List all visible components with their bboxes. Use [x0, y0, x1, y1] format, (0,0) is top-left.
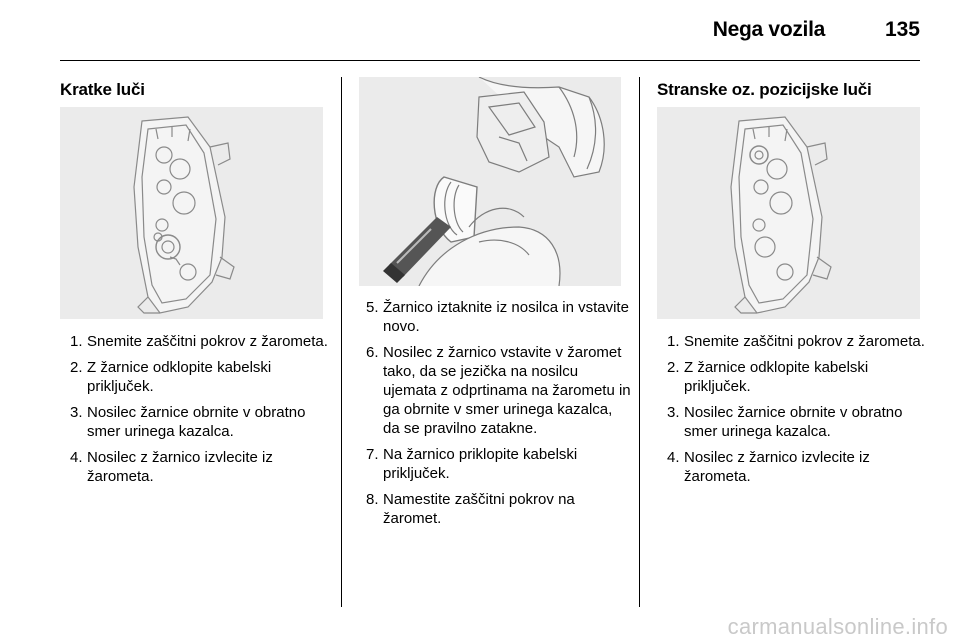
list-item: [657, 403, 927, 441]
steps-list-side-lights: [657, 332, 927, 493]
step-number: 4 .: [70, 448, 83, 467]
headlamp-rear-illustration-side-lights: [657, 107, 920, 319]
header-rule: [60, 60, 920, 61]
step-text: Žarnico iztaknite iz nosilca in vstavite novo.: [383, 299, 629, 335]
list-item: [60, 403, 330, 441]
step-text: Snemite zaščitni pokrov z žarometa.: [87, 333, 328, 350]
headlamp-rear-drawing: [657, 107, 920, 319]
headlamp-rear-illustration-low-beam: [60, 107, 323, 319]
page-number: 135: [884, 18, 920, 41]
list-item: [60, 332, 330, 351]
step-number: 4 .: [667, 448, 680, 467]
list-item: [60, 358, 330, 396]
headlamp-rear-drawing: [60, 107, 323, 319]
step-text: Nosilec z žarnico izvlecite iz žarometa.: [87, 449, 273, 485]
step-number: 2 .: [70, 358, 83, 377]
step-text: Snemite zaščitni pokrov z žarometa.: [684, 333, 925, 350]
step-number: 1 .: [667, 332, 680, 351]
list-item: [356, 298, 631, 336]
header-title: Nega vozila: [712, 18, 825, 41]
list-item: [356, 490, 631, 528]
list-item: [657, 448, 927, 486]
step-number: 2 .: [667, 358, 680, 377]
watermark: carmanualsonline.info: [727, 614, 948, 639]
section-title-side-lights: Stranske oz. pozicijske luči: [657, 80, 872, 99]
list-item: [356, 343, 631, 438]
step-number: 3 .: [667, 403, 680, 422]
steps-list-low-beam: [60, 332, 330, 493]
step-text: Nosilec z žarnico izvlecite iz žarometa.: [684, 449, 870, 485]
step-number: 5 .: [366, 298, 379, 317]
list-item: [657, 332, 927, 351]
step-text: Namestite zaščitni pokrov na žaromet.: [383, 491, 575, 527]
list-item: [60, 448, 330, 486]
step-text: Na žarnico priklopite kabelski priključek.: [383, 446, 578, 482]
section-title-low-beam: Kratke luči: [60, 80, 145, 99]
step-text: Z žarnice odklopite kabelski priključek.: [684, 359, 869, 395]
step-number: 6 .: [366, 343, 379, 362]
step-text: Nosilec z žarnico vstavite v žaromet tako, da se jezička na nosilcu ujemata z odprtinama na žarometu in ga obrnite v smer urinega kazalca, da se pravilno zatakne.: [383, 344, 631, 437]
step-text: Nosilec žarnice obrnite v obratno smer urinega kazalca.: [87, 404, 306, 440]
bulb-replacement-illustration: [359, 77, 621, 286]
column-divider-left: [341, 77, 342, 607]
column-divider-right: [639, 77, 640, 607]
bulb-in-hands-drawing: [359, 77, 621, 286]
step-number: 8 .: [366, 490, 379, 509]
step-text: Nosilec žarnice obrnite v obratno smer urinega kazalca.: [684, 404, 903, 440]
list-item: [657, 358, 927, 396]
step-text: Z žarnice odklopite kabelski priključek.: [87, 359, 272, 395]
list-item: [356, 445, 631, 483]
steps-list-middle: [356, 298, 631, 535]
step-number: 1 .: [70, 332, 83, 351]
step-number: 3 .: [70, 403, 83, 422]
step-number: 7 .: [366, 445, 379, 464]
